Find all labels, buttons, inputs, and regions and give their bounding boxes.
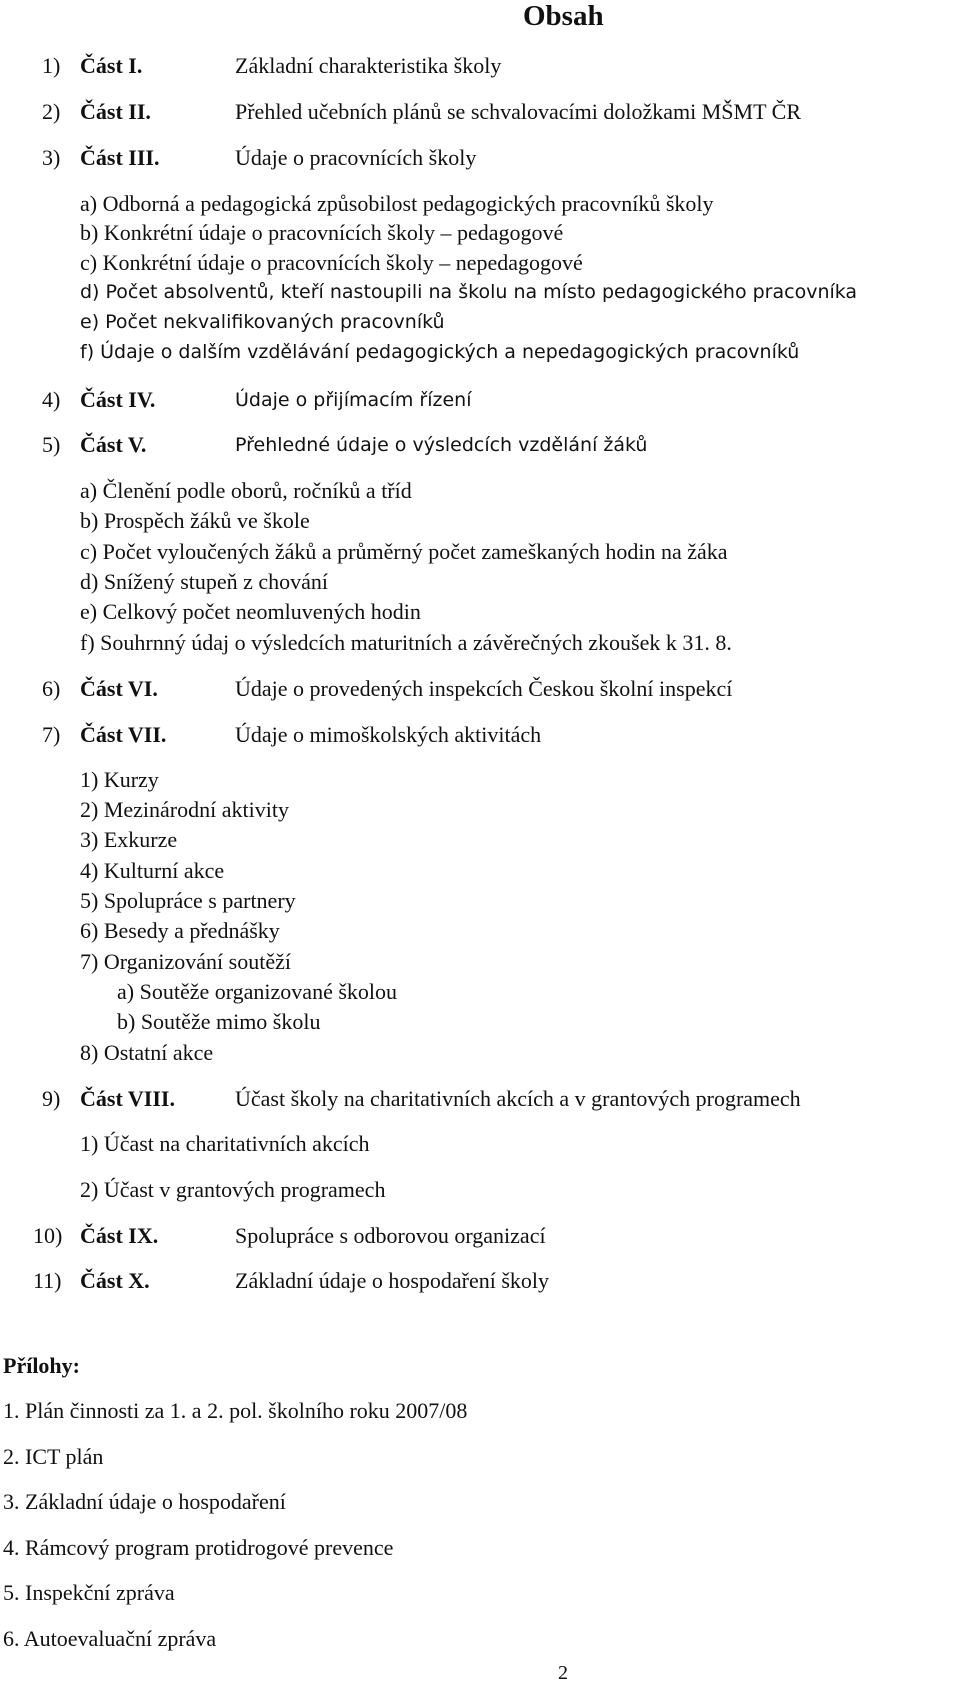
list-item: 3) Exkurze <box>80 827 178 852</box>
section-part: Část X. <box>80 1268 150 1293</box>
list-item: 6) Besedy a přednášky <box>80 918 280 943</box>
section-text: Přehled učebních plánů se schvalovacími doložkami MŠMT ČR <box>235 99 801 124</box>
section-number: 1) <box>42 53 61 78</box>
list-item: d) Snížený stupeň z chování <box>80 569 329 594</box>
list-item: 7) Organizování soutěží <box>80 949 291 974</box>
section-part: Část IV. <box>80 387 156 412</box>
section-part: Část VII. <box>80 722 167 747</box>
section-text: Údaje o provedených inspekcích Českou školní inspekcí <box>235 676 733 701</box>
section-number: 11) <box>33 1268 62 1293</box>
section-number: 4) <box>42 387 61 412</box>
section-text: Spolupráce s odborovou organizací <box>235 1223 546 1248</box>
list-item: 2) Účast v grantových programech <box>80 1177 386 1202</box>
section-text: Základní charakteristika školy <box>235 53 502 78</box>
list-item: a) Členění podle oborů, ročníků a tříd <box>80 478 412 503</box>
page-number: 2 <box>558 1662 568 1684</box>
section-part: Část II. <box>80 99 151 124</box>
section-part: Část III. <box>80 145 160 170</box>
list-item: 2) Mezinárodní aktivity <box>80 797 289 822</box>
section-text: Údaje o pracovnících školy <box>235 145 477 170</box>
attachment-item: 5. Inspekční zpráva <box>3 1580 175 1605</box>
section-part: Část IX. <box>80 1223 159 1248</box>
list-item: 1) Kurzy <box>80 767 159 792</box>
attachment-item: 6. Autoevaluační zpráva <box>3 1626 217 1651</box>
list-item: a) Soutěže organizované školou <box>117 979 398 1004</box>
page-title: Obsah <box>523 0 604 32</box>
section-number: 10) <box>33 1223 63 1248</box>
section-number: 9) <box>42 1086 61 1111</box>
attachment-item: 2. ICT plán <box>3 1444 104 1469</box>
section-part: Část VI. <box>80 676 158 701</box>
attachment-item: 4. Rámcový program protidrogové prevence <box>3 1535 394 1560</box>
section-number: 7) <box>42 722 61 747</box>
list-item: b) Prospěch žáků ve škole <box>80 508 310 533</box>
attachment-item: 3. Základní údaje o hospodaření <box>3 1489 286 1514</box>
section-number: 5) <box>42 432 61 457</box>
list-item: 4) Kulturní akce <box>80 858 225 883</box>
section-part: Část V. <box>80 432 147 457</box>
list-item: c) Konkrétní údaje o pracovnících školy – nepedagogové <box>80 250 583 275</box>
section-text: Údaje o mimoškolských aktivitách <box>235 722 542 747</box>
section-text: Účast školy na charitativních akcích a v grantových programech <box>235 1086 801 1111</box>
attachment-item: 1. Plán činnosti za 1. a 2. pol. školního roku 2007/08 <box>3 1398 468 1423</box>
list-item: f) Údaje o dalším vzdělávání pedagogických a nepedagogických pracovníků <box>80 341 800 363</box>
section-part: Část I. <box>80 53 143 78</box>
section-number: 6) <box>42 676 61 701</box>
list-item: e) Celkový počet neomluvených hodin <box>80 599 421 624</box>
list-item: 8) Ostatní akce <box>80 1040 214 1065</box>
list-item: f) Souhrnný údaj o výsledcích maturitních a závěrečných zkoušek k 31. 8. <box>80 630 732 655</box>
list-item: c) Počet vyloučených žáků a průměrný počet zameškaných hodin na žáka <box>80 539 728 564</box>
section-text: Údaje o přijímacím řízení <box>235 389 472 411</box>
list-item: a) Odborná a pedagogická způsobilost pedagogických pracovníků školy <box>80 191 714 216</box>
section-text: Základní údaje o hospodaření školy <box>235 1268 550 1293</box>
section-number: 3) <box>42 145 61 170</box>
section-text: Přehledné údaje o výsledcích vzdělání žáků <box>235 434 648 456</box>
list-item: 5) Spolupráce s partnery <box>80 888 296 913</box>
section-number: 2) <box>42 99 61 124</box>
list-item: e) Počet nekvalifikovaných pracovníků <box>80 311 445 333</box>
list-item: 1) Účast na charitativních akcích <box>80 1131 370 1156</box>
list-item: b) Soutěže mimo školu <box>117 1009 321 1034</box>
list-item: b) Konkrétní údaje o pracovnících školy – pedagogové <box>80 220 564 245</box>
attachments-heading: Přílohy: <box>3 1353 80 1378</box>
list-item: d) Počet absolventů, kteří nastoupili na školu na místo pedagogického pracovníka <box>80 281 858 303</box>
section-part: Část VIII. <box>80 1086 175 1111</box>
